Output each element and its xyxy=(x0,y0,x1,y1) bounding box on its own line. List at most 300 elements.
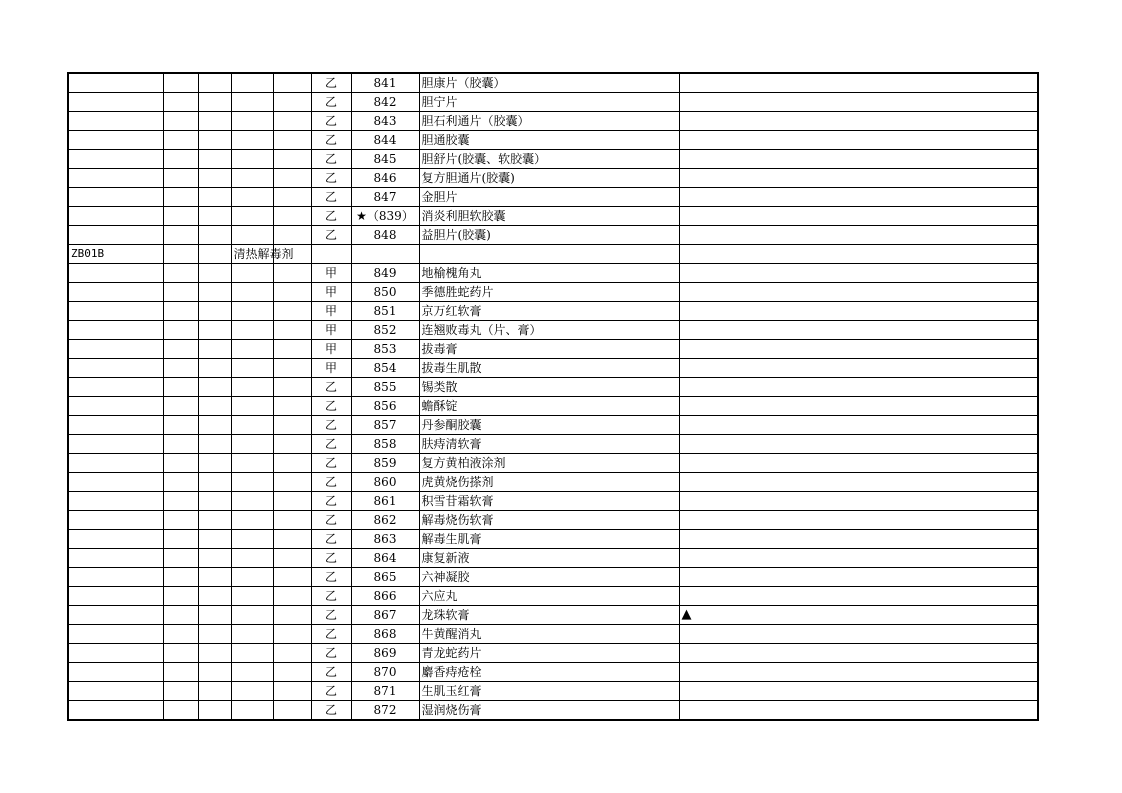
category-name-cell xyxy=(231,397,273,416)
blank-cell xyxy=(198,245,231,264)
drug-name-cell: 解毒生肌膏 xyxy=(419,530,679,549)
category-code-cell xyxy=(68,549,163,568)
drug-name-cell: 季德胜蛇药片 xyxy=(419,283,679,302)
blank-cell xyxy=(273,73,311,93)
blank-cell xyxy=(198,340,231,359)
blank-cell xyxy=(163,473,198,492)
grade-cell: 乙 xyxy=(311,625,351,644)
category-name-cell xyxy=(231,530,273,549)
blank-cell xyxy=(163,73,198,93)
grade-cell: 乙 xyxy=(311,454,351,473)
item-number-cell: 864 xyxy=(351,549,419,568)
blank-cell xyxy=(198,397,231,416)
drug-name-cell: 青龙蛇药片 xyxy=(419,644,679,663)
category-code-cell xyxy=(68,530,163,549)
category-code-cell xyxy=(68,226,163,245)
category-name-cell xyxy=(231,207,273,226)
drug-name-cell: 肤痔清软膏 xyxy=(419,435,679,454)
note-cell xyxy=(679,492,1038,511)
blank-cell xyxy=(198,473,231,492)
blank-cell xyxy=(198,492,231,511)
note-cell xyxy=(679,73,1038,93)
table-row xyxy=(68,302,1038,321)
category-name-cell xyxy=(231,549,273,568)
blank-cell xyxy=(273,644,311,663)
grade-cell: 乙 xyxy=(311,93,351,112)
category-code-cell: ZB01B xyxy=(68,245,163,264)
note-cell xyxy=(679,511,1038,530)
item-number-cell: ★（839） xyxy=(351,207,419,226)
note-cell xyxy=(679,188,1038,207)
item-number-cell xyxy=(351,245,419,264)
table-row xyxy=(68,587,1038,606)
blank-cell xyxy=(163,416,198,435)
category-name-cell xyxy=(231,625,273,644)
blank-cell xyxy=(273,701,311,721)
item-number-cell: 863 xyxy=(351,530,419,549)
blank-cell xyxy=(163,435,198,454)
category-code-cell xyxy=(68,321,163,340)
category-code-cell xyxy=(68,454,163,473)
item-number-cell: 844 xyxy=(351,131,419,150)
item-number-cell: 845 xyxy=(351,150,419,169)
table-row xyxy=(68,682,1038,701)
grade-cell: 乙 xyxy=(311,73,351,93)
blank-cell xyxy=(273,150,311,169)
item-number-cell: 865 xyxy=(351,568,419,587)
blank-cell xyxy=(273,378,311,397)
drug-name-cell: 益胆片(胶囊) xyxy=(419,226,679,245)
blank-cell xyxy=(198,150,231,169)
category-code-cell xyxy=(68,302,163,321)
blank-cell xyxy=(163,530,198,549)
category-name-cell xyxy=(231,606,273,625)
category-name-cell xyxy=(231,473,273,492)
grade-cell: 乙 xyxy=(311,150,351,169)
blank-cell xyxy=(163,378,198,397)
blank-cell xyxy=(198,93,231,112)
blank-cell xyxy=(273,663,311,682)
blank-cell xyxy=(163,302,198,321)
grade-cell: 乙 xyxy=(311,511,351,530)
table-row xyxy=(68,73,1038,93)
category-code-cell xyxy=(68,93,163,112)
table-row xyxy=(68,359,1038,378)
drug-name-cell: 胆通胶囊 xyxy=(419,131,679,150)
item-number-cell: 851 xyxy=(351,302,419,321)
note-cell xyxy=(679,340,1038,359)
grade-cell: 乙 xyxy=(311,701,351,721)
blank-cell xyxy=(198,321,231,340)
category-name-cell xyxy=(231,131,273,150)
blank-cell xyxy=(198,378,231,397)
drug-name-cell: 复方胆通片(胶囊) xyxy=(419,169,679,188)
item-number-cell: 858 xyxy=(351,435,419,454)
note-cell xyxy=(679,549,1038,568)
blank-cell xyxy=(163,511,198,530)
blank-cell xyxy=(273,435,311,454)
blank-cell xyxy=(198,73,231,93)
blank-cell xyxy=(273,587,311,606)
category-code-cell xyxy=(68,112,163,131)
category-name-cell xyxy=(231,644,273,663)
category-name-cell xyxy=(231,283,273,302)
grade-cell: 乙 xyxy=(311,169,351,188)
item-number-cell: 857 xyxy=(351,416,419,435)
item-number-cell: 846 xyxy=(351,169,419,188)
drug-name-cell: 锡类散 xyxy=(419,378,679,397)
blank-cell xyxy=(198,207,231,226)
category-name-cell xyxy=(231,416,273,435)
item-number-cell: 870 xyxy=(351,663,419,682)
note-cell xyxy=(679,169,1038,188)
blank-cell xyxy=(198,682,231,701)
blank-cell xyxy=(198,131,231,150)
item-number-cell: 861 xyxy=(351,492,419,511)
drug-name-cell: 金胆片 xyxy=(419,188,679,207)
category-code-cell xyxy=(68,264,163,283)
table-row xyxy=(68,606,1038,625)
grade-cell: 乙 xyxy=(311,226,351,245)
blank-cell xyxy=(163,682,198,701)
blank-cell xyxy=(163,663,198,682)
blank-cell xyxy=(198,169,231,188)
item-number-cell: 841 xyxy=(351,73,419,93)
category-code-cell xyxy=(68,663,163,682)
table-row xyxy=(68,207,1038,226)
blank-cell xyxy=(198,701,231,721)
drug-name-cell: 复方黄柏液涂剂 xyxy=(419,454,679,473)
note-cell xyxy=(679,416,1038,435)
item-number-cell: 847 xyxy=(351,188,419,207)
blank-cell xyxy=(163,492,198,511)
blank-cell xyxy=(163,606,198,625)
drug-name-cell: 麝香痔疮栓 xyxy=(419,663,679,682)
drug-name-cell: 胆石利通片（胶囊） xyxy=(419,112,679,131)
category-name-cell xyxy=(231,188,273,207)
category-name-cell xyxy=(231,226,273,245)
category-name-cell xyxy=(231,340,273,359)
category-name-cell xyxy=(231,93,273,112)
blank-cell xyxy=(163,625,198,644)
blank-cell xyxy=(163,644,198,663)
item-number-cell: 862 xyxy=(351,511,419,530)
drug-name-cell: 胆宁片 xyxy=(419,93,679,112)
note-cell xyxy=(679,682,1038,701)
grade-cell: 乙 xyxy=(311,530,351,549)
blank-cell xyxy=(273,682,311,701)
category-name-cell xyxy=(231,321,273,340)
blank-cell xyxy=(163,454,198,473)
blank-cell xyxy=(198,530,231,549)
blank-cell xyxy=(198,606,231,625)
grade-cell: 乙 xyxy=(311,473,351,492)
grade-cell: 甲 xyxy=(311,359,351,378)
blank-cell xyxy=(273,416,311,435)
table-row xyxy=(68,549,1038,568)
table-row xyxy=(68,530,1038,549)
grade-cell: 甲 xyxy=(311,321,351,340)
table-row xyxy=(68,321,1038,340)
blank-cell xyxy=(163,245,198,264)
blank-cell xyxy=(163,587,198,606)
table-row xyxy=(68,397,1038,416)
category-code-cell xyxy=(68,511,163,530)
blank-cell xyxy=(198,226,231,245)
note-cell xyxy=(679,435,1038,454)
table-row xyxy=(68,473,1038,492)
blank-cell xyxy=(198,283,231,302)
category-name-cell xyxy=(231,568,273,587)
item-number-cell: 843 xyxy=(351,112,419,131)
category-code-cell xyxy=(68,378,163,397)
category-code-cell xyxy=(68,473,163,492)
blank-cell xyxy=(273,397,311,416)
drug-list-table xyxy=(67,72,1039,721)
grade-cell: 乙 xyxy=(311,606,351,625)
grade-cell xyxy=(311,245,351,264)
blank-cell xyxy=(273,340,311,359)
item-number-cell: 860 xyxy=(351,473,419,492)
table-row xyxy=(68,340,1038,359)
category-code-cell xyxy=(68,606,163,625)
blank-cell xyxy=(273,492,311,511)
blank-cell xyxy=(163,131,198,150)
table-row xyxy=(68,93,1038,112)
note-cell xyxy=(679,207,1038,226)
table-row xyxy=(68,226,1038,245)
blank-cell xyxy=(273,131,311,150)
table-row xyxy=(68,283,1038,302)
table-row xyxy=(68,492,1038,511)
grade-cell: 乙 xyxy=(311,587,351,606)
note-cell xyxy=(679,150,1038,169)
category-code-cell xyxy=(68,682,163,701)
table-row xyxy=(68,112,1038,131)
category-code-cell xyxy=(68,397,163,416)
category-code-cell xyxy=(68,492,163,511)
blank-cell xyxy=(163,226,198,245)
blank-cell xyxy=(198,644,231,663)
blank-cell xyxy=(198,587,231,606)
category-name-cell xyxy=(231,454,273,473)
category-code-cell xyxy=(68,416,163,435)
category-code-cell xyxy=(68,701,163,721)
category-name-cell xyxy=(231,359,273,378)
grade-cell: 乙 xyxy=(311,378,351,397)
blank-cell xyxy=(273,226,311,245)
blank-cell xyxy=(198,663,231,682)
drug-name-cell: 积雪苷霜软膏 xyxy=(419,492,679,511)
grade-cell: 乙 xyxy=(311,207,351,226)
blank-cell xyxy=(163,169,198,188)
drug-name-cell: 连翘败毒丸（片、膏） xyxy=(419,321,679,340)
note-cell xyxy=(679,625,1038,644)
table-row xyxy=(68,435,1038,454)
drug-name-cell: 康复新液 xyxy=(419,549,679,568)
category-name-cell xyxy=(231,264,273,283)
table-row xyxy=(68,378,1038,397)
grade-cell: 乙 xyxy=(311,549,351,568)
category-code-cell xyxy=(68,644,163,663)
blank-cell xyxy=(273,112,311,131)
grade-cell: 乙 xyxy=(311,492,351,511)
category-code-cell xyxy=(68,150,163,169)
blank-cell xyxy=(198,549,231,568)
grade-cell: 乙 xyxy=(311,397,351,416)
grade-cell: 甲 xyxy=(311,283,351,302)
table-row xyxy=(68,264,1038,283)
category-code-cell xyxy=(68,435,163,454)
note-cell xyxy=(679,321,1038,340)
note-cell xyxy=(679,283,1038,302)
table-row xyxy=(68,568,1038,587)
note-cell xyxy=(679,226,1038,245)
blank-cell xyxy=(198,302,231,321)
blank-cell xyxy=(163,549,198,568)
category-code-cell xyxy=(68,568,163,587)
blank-cell xyxy=(163,93,198,112)
drug-name-cell: 丹参酮胶囊 xyxy=(419,416,679,435)
category-name-cell xyxy=(231,150,273,169)
blank-cell xyxy=(273,169,311,188)
drug-name-cell: 蟾酥锭 xyxy=(419,397,679,416)
category-code-cell xyxy=(68,283,163,302)
note-cell xyxy=(679,245,1038,264)
item-number-cell: 853 xyxy=(351,340,419,359)
drug-name-cell: 拔毒膏 xyxy=(419,340,679,359)
table-row xyxy=(68,625,1038,644)
grade-cell: 乙 xyxy=(311,663,351,682)
blank-cell xyxy=(163,188,198,207)
category-code-cell xyxy=(68,169,163,188)
grade-cell: 甲 xyxy=(311,340,351,359)
category-code-cell xyxy=(68,207,163,226)
drug-name-cell: 龙珠软膏 xyxy=(419,606,679,625)
blank-cell xyxy=(163,701,198,721)
note-cell xyxy=(679,568,1038,587)
blank-cell xyxy=(273,625,311,644)
table-body xyxy=(68,73,1038,720)
note-cell xyxy=(679,530,1038,549)
category-code-cell xyxy=(68,340,163,359)
blank-cell xyxy=(273,188,311,207)
grade-cell: 乙 xyxy=(311,682,351,701)
blank-cell xyxy=(198,264,231,283)
item-number-cell: 842 xyxy=(351,93,419,112)
note-cell xyxy=(679,378,1038,397)
drug-name-cell: 胆舒片(胶囊、软胶囊） xyxy=(419,150,679,169)
category-name-cell: 清热解毒剂 xyxy=(231,245,273,264)
grade-cell: 甲 xyxy=(311,302,351,321)
table-row xyxy=(68,644,1038,663)
drug-name-cell: 胆康片（胶囊） xyxy=(419,73,679,93)
grade-cell: 乙 xyxy=(311,435,351,454)
drug-name-cell: 虎黄烧伤搽剂 xyxy=(419,473,679,492)
blank-cell xyxy=(163,264,198,283)
blank-cell xyxy=(273,568,311,587)
blank-cell xyxy=(273,473,311,492)
blank-cell xyxy=(273,511,311,530)
blank-cell xyxy=(163,340,198,359)
blank-cell xyxy=(163,150,198,169)
blank-cell xyxy=(198,511,231,530)
table-row xyxy=(68,150,1038,169)
item-number-cell: 852 xyxy=(351,321,419,340)
drug-name-cell: 地榆槐角丸 xyxy=(419,264,679,283)
item-number-cell: 867 xyxy=(351,606,419,625)
blank-cell xyxy=(273,549,311,568)
blank-cell xyxy=(163,283,198,302)
drug-name-cell: 解毒烧伤软膏 xyxy=(419,511,679,530)
note-cell xyxy=(679,131,1038,150)
item-number-cell: 859 xyxy=(351,454,419,473)
blank-cell xyxy=(163,397,198,416)
category-name-cell xyxy=(231,511,273,530)
table-row xyxy=(68,188,1038,207)
item-number-cell: 872 xyxy=(351,701,419,721)
table-row xyxy=(68,169,1038,188)
note-cell: ▲ xyxy=(679,606,1038,625)
category-name-cell xyxy=(231,701,273,721)
drug-name-cell: 生肌玉红膏 xyxy=(419,682,679,701)
item-number-cell: 848 xyxy=(351,226,419,245)
blank-cell xyxy=(163,568,198,587)
drug-name-cell: 六应丸 xyxy=(419,587,679,606)
item-number-cell: 855 xyxy=(351,378,419,397)
item-number-cell: 871 xyxy=(351,682,419,701)
note-cell xyxy=(679,587,1038,606)
drug-name-cell xyxy=(419,245,679,264)
item-number-cell: 868 xyxy=(351,625,419,644)
blank-cell xyxy=(198,454,231,473)
blank-cell xyxy=(163,359,198,378)
grade-cell: 甲 xyxy=(311,264,351,283)
table-row xyxy=(68,701,1038,721)
note-cell xyxy=(679,397,1038,416)
category-name-cell xyxy=(231,663,273,682)
table-row xyxy=(68,454,1038,473)
category-code-cell xyxy=(68,359,163,378)
blank-cell xyxy=(273,321,311,340)
blank-cell xyxy=(273,302,311,321)
drug-name-cell: 牛黄醒消丸 xyxy=(419,625,679,644)
blank-cell xyxy=(198,625,231,644)
category-code-cell xyxy=(68,73,163,93)
category-name-cell xyxy=(231,169,273,188)
category-code-cell xyxy=(68,188,163,207)
note-cell xyxy=(679,663,1038,682)
blank-cell xyxy=(163,207,198,226)
category-name-cell xyxy=(231,378,273,397)
table-row xyxy=(68,245,1038,264)
category-name-cell xyxy=(231,302,273,321)
drug-name-cell: 湿润烧伤膏 xyxy=(419,701,679,721)
item-number-cell: 856 xyxy=(351,397,419,416)
blank-cell xyxy=(198,435,231,454)
category-name-cell xyxy=(231,587,273,606)
category-code-cell xyxy=(68,587,163,606)
drug-name-cell: 京万红软膏 xyxy=(419,302,679,321)
blank-cell xyxy=(163,112,198,131)
note-cell xyxy=(679,264,1038,283)
grade-cell: 乙 xyxy=(311,131,351,150)
grade-cell: 乙 xyxy=(311,188,351,207)
blank-cell xyxy=(198,568,231,587)
blank-cell xyxy=(273,283,311,302)
note-cell xyxy=(679,454,1038,473)
grade-cell: 乙 xyxy=(311,568,351,587)
